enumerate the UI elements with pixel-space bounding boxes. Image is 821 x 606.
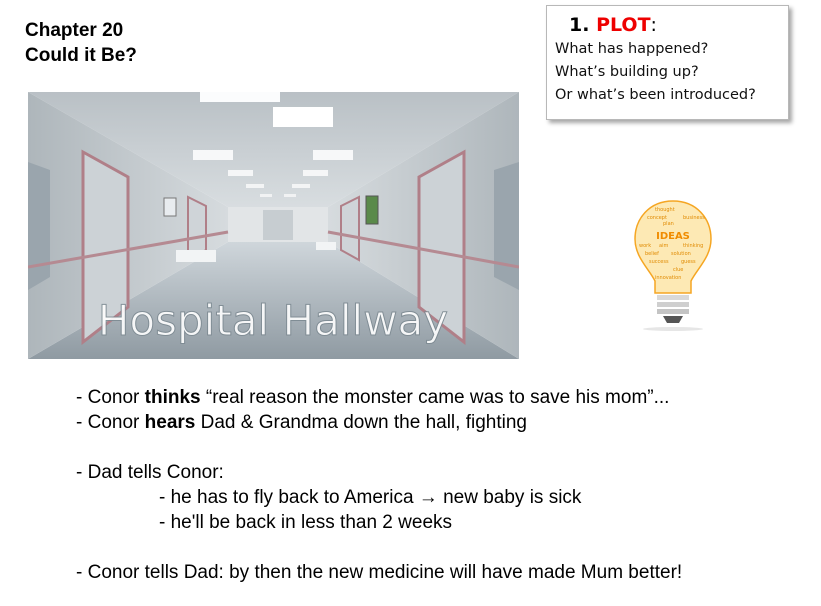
svg-text:guess: guess [681, 259, 696, 265]
plot-notes [76, 385, 682, 585]
plot-question-2: What’s building up? [555, 64, 699, 80]
svg-text:plan: plan [663, 221, 674, 227]
note-line-5: - he'll be back in less than 2 weeks [159, 512, 453, 533]
svg-text:clue: clue [673, 267, 684, 273]
svg-text:success: success [649, 259, 669, 265]
svg-text:belief: belief [645, 251, 659, 257]
plot-box [546, 5, 789, 120]
note-line-1: - Conor thinks “real reason the monster came was to save his mom”... [76, 387, 670, 408]
note-line-2: - Conor hears Dad & Grandma down the hall, fighting [76, 412, 527, 433]
chapter-heading [25, 18, 137, 68]
chapter-title: Could it Be? [25, 45, 137, 66]
note-keyword-hears: hears [144, 412, 196, 433]
ideas-label: IDEAS [656, 231, 690, 242]
note-line-6: - Conor tells Dad: by then the new medicine will have made Mum better! [76, 562, 683, 583]
plot-number: 1. [569, 14, 590, 36]
plot-word: PLOT [596, 14, 651, 36]
svg-text:solution: solution [671, 251, 691, 257]
image-caption: Hospital Hallway [97, 296, 449, 345]
plot-question-3: Or what’s been introduced? [555, 87, 756, 103]
svg-text:thinking: thinking [683, 243, 704, 249]
plot-title [569, 12, 788, 38]
svg-text:aim: aim [659, 243, 669, 249]
note-line-3: - Dad tells Conor: [76, 462, 224, 483]
right-arrow-icon: → [418, 487, 438, 508]
ideas-lightbulb-icon [633, 197, 713, 332]
plot-question-1: What has happened? [555, 41, 709, 57]
svg-text:concept: concept [647, 215, 667, 221]
note-line-4: - he has to fly back to America → new baby is sick [159, 487, 582, 508]
svg-text:business: business [683, 215, 705, 221]
hospital-hallway-image [28, 92, 519, 359]
svg-text:work: work [639, 243, 652, 249]
svg-text:innovation: innovation [655, 275, 682, 281]
svg-text:thought: thought [655, 207, 675, 213]
note-keyword-thinks: thinks [144, 387, 201, 408]
chapter-number: Chapter 20 [25, 20, 124, 41]
plot-colon: : [650, 14, 657, 36]
